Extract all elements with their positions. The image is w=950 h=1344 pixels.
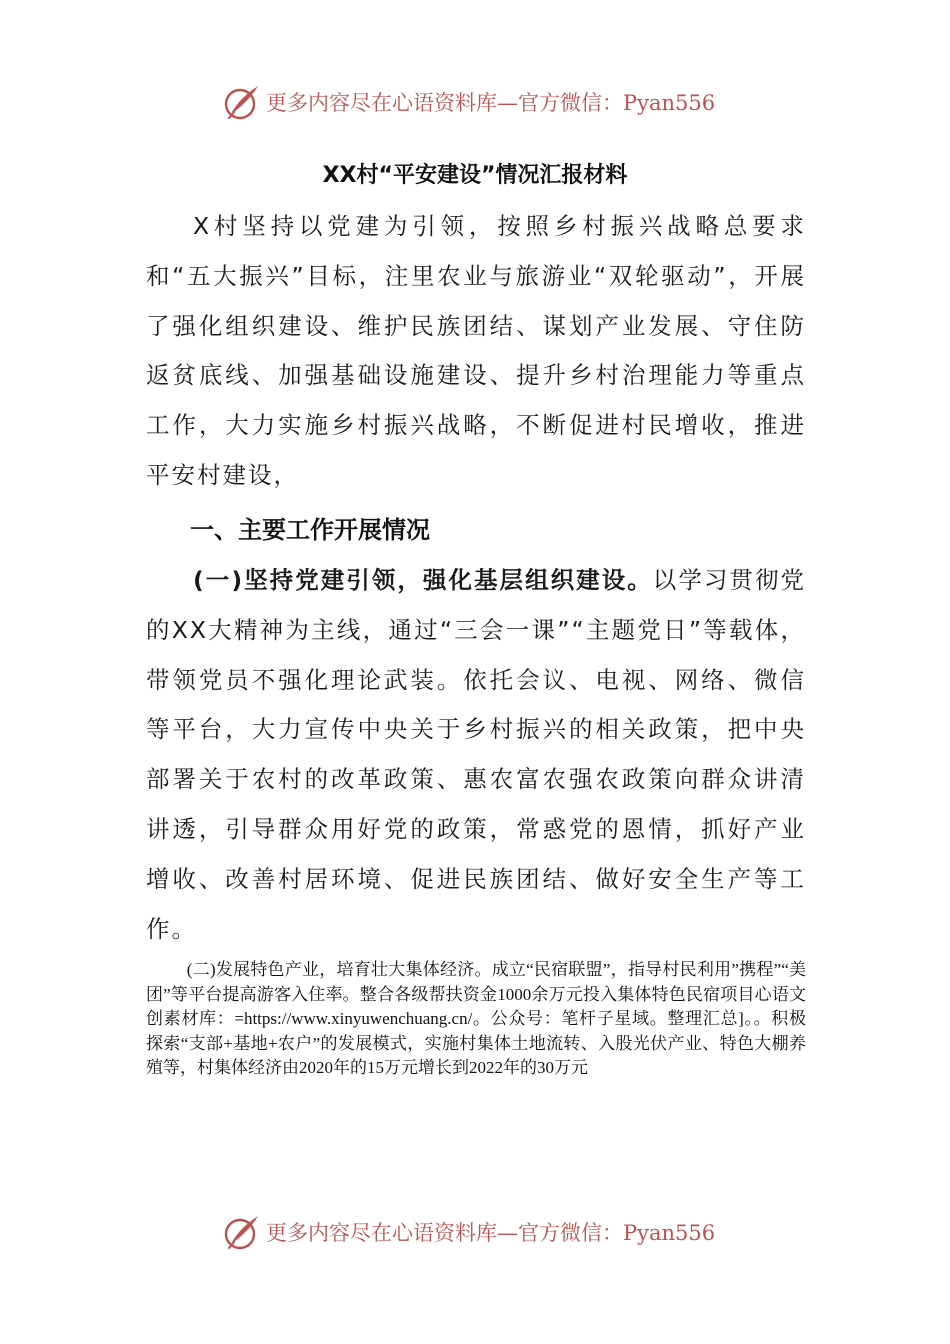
item2-paragraph: (二)发展特色产业，培育壮大集体经济。成立“民宿联盟”，指导村民利用”携程”“美团”等平台提高游客入住率。整合各级帮扶资金1000余万元投入集体特色民宿项目心语文创素材库：=https://www.xinyuwenchuang.cn/。公众号：笔杆子星域。整理汇总]。。积极探索“支部+基地+农户”的发展模式，实施村集体土地流转、入股光伏产业、特色大棚养殖等，村集体经济由2020年的15万元增长到2022年的30万元 [146,960,806,1077]
item1-body: 以学习贯彻党的XX大精神为主线，通过“三会一课”“主题党日”等载体，带领党员不强化理论武装。依托会议、电视、网络、微信等平台，大力宣传中央关于乡村振兴的相关政策，把中央部署关于农村的改革政策、惠农富农强农政策向群众讲清讲透，引导群众用好党的政策，常惑党的恩情，抓好产业增收、改善村居环境、促进民族团结、做好安全生产等工作。 [146,566,807,943]
banner-text: 更多内容尽在心语资料库—官方微信：Pyan556 [266,91,716,115]
document-title: XX村“平安建设”情况汇报材料 [322,163,628,188]
section-heading: 一、主要工作开展情况 [190,516,430,544]
item1-lead: (一)坚持党建引领，强化基层组织建设。 [193,566,653,594]
intro-paragraph: X村坚持以党建为引领，按照乡村振兴战略总要求和“五大振兴”目标，注里农业与旅游业“双轮驱动”，开展了强化组织建设、维护民族团结、谋划产业发展、守住防返贫底线、加强基础设施建设、提升乡村治理能力等重点工作，大力实施乡村振兴战略，不断促进村民增收，推进平安村建设， [146,212,806,489]
quill-logo-icon [222,1212,262,1252]
quill-logo-icon [222,82,262,122]
footer-banner [222,1210,715,1254]
item1-paragraph [146,556,806,954]
header-banner [222,80,715,124]
banner-text: 更多内容尽在心语资料库—官方微信：Pyan556 [266,1221,716,1245]
